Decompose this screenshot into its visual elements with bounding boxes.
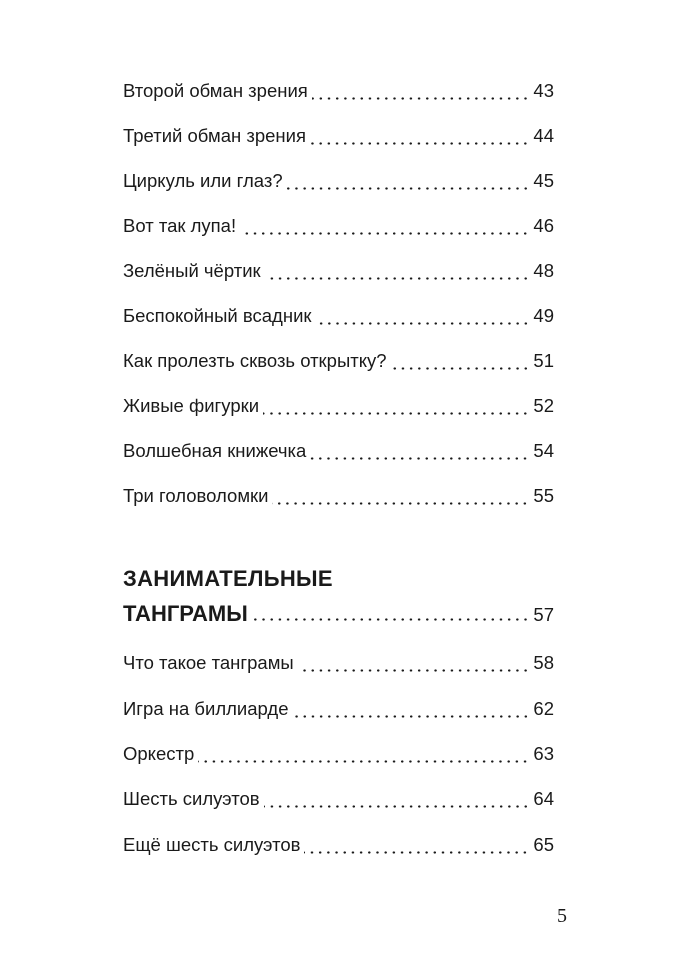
toc-entry-page: 46 xyxy=(533,215,554,236)
toc-entry-title: Второй обман зрения xyxy=(123,80,308,101)
toc-entry-page: 62 xyxy=(533,698,554,719)
toc-entry-title: Живые фигурки xyxy=(123,395,260,416)
dot-leader xyxy=(240,232,529,235)
toc-entry-page: 48 xyxy=(533,260,554,281)
toc-entry-title: Третий обман зрения xyxy=(123,125,306,146)
section-page: 57 xyxy=(533,604,554,625)
dot-leader xyxy=(310,457,529,460)
dot-leader xyxy=(298,669,530,672)
dot-leader xyxy=(265,277,530,280)
toc-entry-title: Вот так лупа! xyxy=(123,215,237,236)
toc-entry[interactable] xyxy=(123,834,554,860)
toc-entry-title: Шесть силуэтов xyxy=(123,788,260,809)
toc-entry-page: 64 xyxy=(533,788,554,809)
dot-leader xyxy=(272,502,529,505)
toc-entry[interactable] xyxy=(123,260,554,286)
toc-entry-page: 51 xyxy=(533,350,554,371)
toc-entry[interactable] xyxy=(123,305,554,331)
toc-entry-page: 63 xyxy=(533,743,554,764)
toc-entry[interactable] xyxy=(123,698,554,724)
section-heading-line2: ТАНГРАМЫ xyxy=(123,601,248,626)
toc-entry-title: Как пролезть сквозь открытку? xyxy=(123,350,387,371)
toc-entry-page: 45 xyxy=(533,170,554,191)
toc-entry-page: 55 xyxy=(533,485,554,506)
toc-entry-page: 44 xyxy=(533,125,554,146)
toc-entry-page: 58 xyxy=(533,652,554,673)
dot-leader xyxy=(304,851,529,854)
dot-leader xyxy=(252,618,530,621)
toc-entry-title: Что такое танграмы xyxy=(123,652,294,673)
toc-entry[interactable] xyxy=(123,215,554,241)
page-number: 5 xyxy=(557,905,567,927)
toc-entry[interactable] xyxy=(123,80,554,106)
toc-entry-title: Три головоломки xyxy=(123,485,269,506)
dot-leader xyxy=(316,322,530,325)
toc-entry[interactable] xyxy=(123,788,554,814)
dot-leader xyxy=(287,187,530,190)
toc-entry[interactable] xyxy=(123,652,554,678)
dot-leader xyxy=(293,715,530,718)
dot-leader xyxy=(310,142,529,145)
toc-entry-page: 43 xyxy=(533,80,554,101)
toc-entry[interactable] xyxy=(123,170,554,196)
section-entry[interactable] xyxy=(123,601,554,627)
toc-entry[interactable] xyxy=(123,125,554,151)
toc-entry-title: Беспокойный всадник xyxy=(123,305,312,326)
dot-leader xyxy=(264,805,530,808)
section-heading: ЗАНИМАТЕЛЬНЫЕ xyxy=(123,566,333,591)
toc-entry[interactable] xyxy=(123,440,554,466)
toc-entry-page: 54 xyxy=(533,440,554,461)
toc-entry-title: Циркуль или глаз? xyxy=(123,170,283,191)
toc-entry[interactable] xyxy=(123,743,554,769)
toc-entry-title: Игра на биллиарде xyxy=(123,698,289,719)
toc-entry-title: Оркестр xyxy=(123,743,195,764)
toc-entry[interactable] xyxy=(123,395,554,421)
toc-entry-page: 52 xyxy=(533,395,554,416)
dot-leader xyxy=(312,97,530,100)
toc-entry-title: Зелёный чёртик xyxy=(123,260,261,281)
dot-leader xyxy=(263,412,529,415)
dot-leader xyxy=(391,367,530,370)
toc-entry[interactable] xyxy=(123,485,554,511)
toc-entry-page: 65 xyxy=(533,834,554,855)
toc-entry-page: 49 xyxy=(533,305,554,326)
toc-entry-title: Ещё шесть силуэтов xyxy=(123,834,301,855)
dot-leader xyxy=(198,760,529,763)
toc-entry[interactable] xyxy=(123,350,554,376)
toc-entry-title: Волшебная книжечка xyxy=(123,440,307,461)
